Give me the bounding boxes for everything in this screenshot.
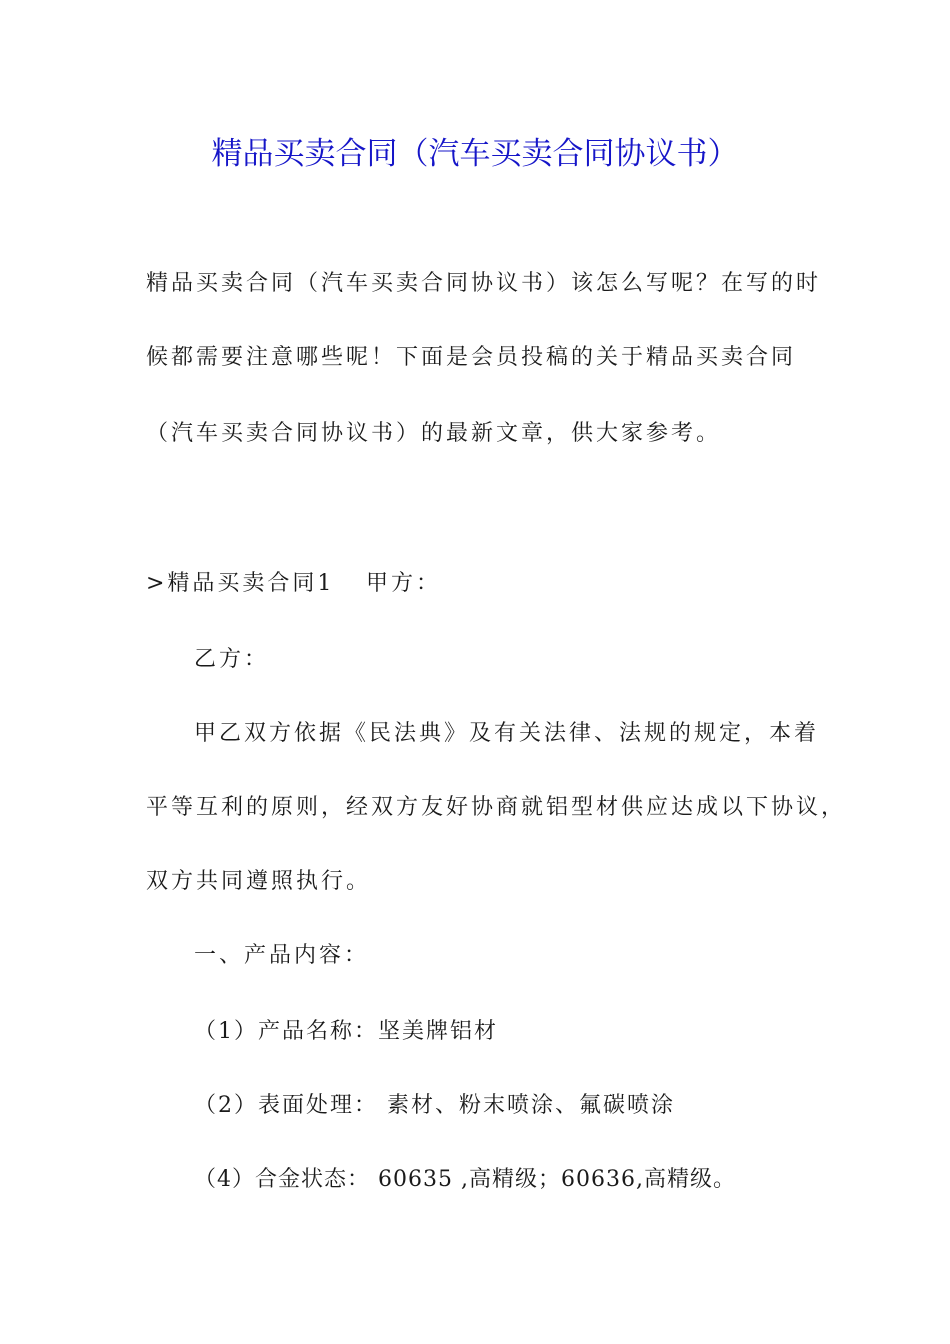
item-surface-treatment: （2）表面处理： 素材、粉末喷涂、氟碳喷涂 — [194, 1093, 675, 1118]
clause-one-heading: 一、产品内容： — [194, 943, 370, 968]
party-a-label: 甲方： — [366, 571, 442, 596]
intro-line-3: （汽车买卖合同协议书）的最新文章，供大家参考。 — [146, 421, 722, 446]
preamble-line-2: 平等互利的原则，经双方友好协商就铝型材供应达成以下协议， — [146, 795, 847, 820]
document-title: 精品买卖合同（汽车买卖合同协议书） — [211, 136, 739, 172]
section-heading: >精品买卖合同1 — [146, 571, 335, 596]
preamble-line-1: 甲乙双方依据《民法典》及有关法律、法规的规定，本着 — [194, 721, 820, 746]
preamble-line-3: 双方共同遵照执行。 — [146, 869, 372, 894]
intro-line-1: 精品买卖合同（汽车买卖合同协议书）该怎么写呢？在写的时 — [146, 271, 822, 296]
item-product-name: （1）产品名称：坚美牌铝材 — [194, 1019, 498, 1044]
item-alloy-state: （4）合金状态： 60635 ,高精级；60636,高精级。 — [194, 1167, 736, 1192]
party-b-label: 乙方： — [194, 647, 270, 672]
intro-line-2: 候都需要注意哪些呢！下面是会员投稿的关于精品买卖合同 — [146, 345, 797, 370]
